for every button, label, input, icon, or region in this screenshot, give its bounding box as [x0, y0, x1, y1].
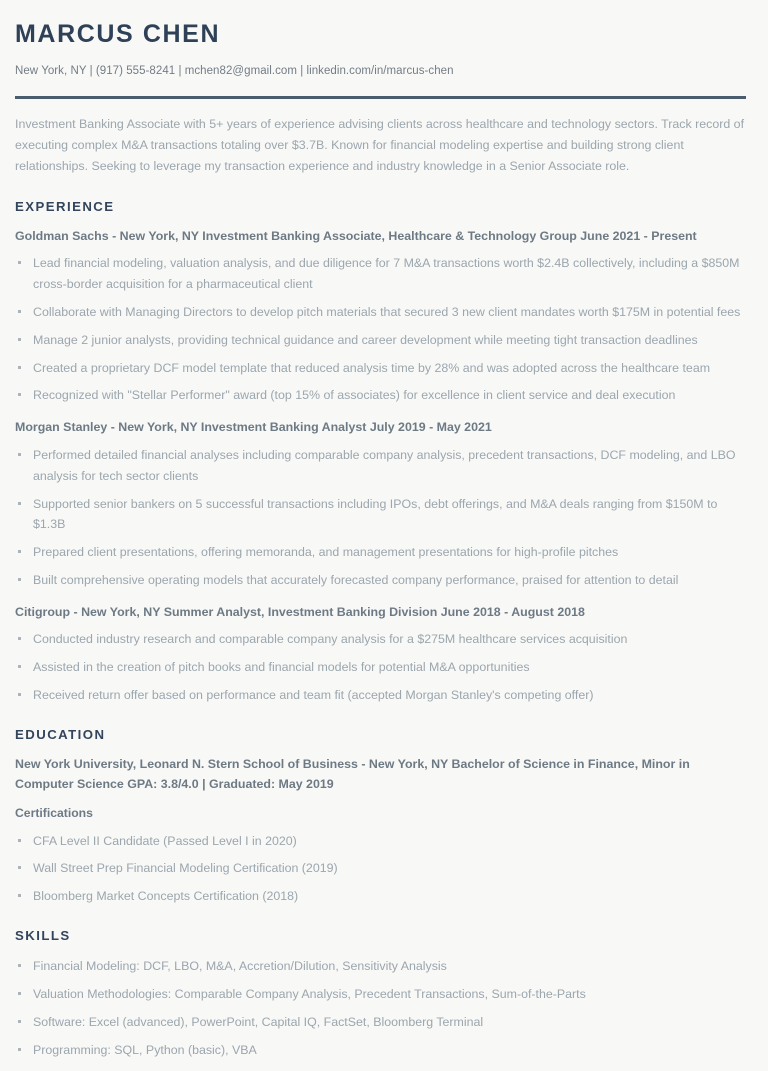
skills-list: [15, 956, 746, 1060]
resume-header: [15, 18, 746, 99]
bullet-dot-icon: [18, 1020, 21, 1023]
experience-bullet-list: [15, 445, 746, 591]
bullet-dot-icon: [18, 637, 21, 640]
list-item: [15, 1012, 745, 1033]
section-experience: [15, 198, 746, 706]
list-item-text: Recognized with "Stellar Performer" award (top 15% of associates) for excellence in client service and deal execution: [33, 388, 676, 403]
list-item-text: Collaborate with Managing Directors to develop pitch materials that secured 3 new client mandates worth $175M in potential fees: [33, 304, 741, 319]
list-item: [15, 302, 745, 323]
experience-bullet-list: [15, 253, 746, 406]
header-divider: [15, 96, 746, 99]
list-item: [15, 858, 745, 879]
section-education: [15, 726, 746, 907]
list-item-text: Received return offer based on performance and team fit (accepted Morgan Stanley's competing offer): [33, 688, 594, 703]
list-item-text: Prepared client presentations, offering memoranda, and management presentations for high-profile pitches: [33, 545, 619, 560]
list-item: [15, 685, 745, 706]
bullet-dot-icon: [18, 665, 21, 668]
list-item: [15, 629, 745, 650]
list-item-text: Bloomberg Market Concepts Certification (2018): [33, 889, 299, 904]
experience-entry-header: Goldman Sachs - New York, NY Investment Banking Associate, Healthcare & Technology Group June 2021 - Present: [15, 228, 697, 243]
bullet-dot-icon: [18, 964, 21, 967]
bullet-dot-icon: [18, 393, 21, 396]
list-item: [15, 330, 745, 351]
bullet-dot-icon: [18, 338, 21, 341]
list-item-text: Created a proprietary DCF model template that reduced analysis time by 28% and was adopted across the healthcare team: [33, 360, 711, 375]
experience-entry-header: Citigroup - New York, NY Summer Analyst, Investment Banking Division June 2018 - August 2018: [15, 604, 585, 619]
bullet-dot-icon: [18, 366, 21, 369]
list-item-text: Financial Modeling: DCF, LBO, M&A, Accretion/Dilution, Sensitivity Analysis: [33, 959, 447, 974]
list-item-text: Assisted in the creation of pitch books and financial models for potential M&A opportunities: [33, 660, 530, 675]
professional-summary: Investment Banking Associate with 5+ years of experience advising clients across healthcare and technology sectors. Track record of executing complex M&A transactions totaling over $3.7B. Known for financial modeling expertise and building strong client relationships. Seeking to leverage my transaction experience and industry knowledge in a Senior Associate role.: [15, 116, 745, 174]
list-item-text: Performed detailed financial analyses including comparable company analysis, precedent transactions, DCF modeling, and LBO analysis for tech sector clients: [33, 447, 736, 483]
experience-entry: [15, 603, 746, 706]
list-item: [15, 253, 745, 295]
list-item: [15, 358, 745, 379]
list-item-text: CFA Level II Candidate (Passed Level I in 2020): [33, 833, 297, 848]
section-title-education: EDUCATION: [15, 726, 106, 742]
experience-bullet-list: [15, 629, 746, 705]
list-item: [15, 542, 745, 563]
bullet-dot-icon: [18, 1048, 21, 1051]
section-title-experience: EXPERIENCE: [15, 198, 115, 214]
list-item-text: Supported senior bankers on 5 successful transactions including IPOs, debt offerings, and M&A deals ranging from $150M to $1.3B: [33, 496, 718, 532]
section-title-skills: SKILLS: [15, 928, 71, 944]
list-item: [15, 984, 745, 1005]
list-item: [15, 445, 745, 487]
bullet-dot-icon: [18, 693, 21, 696]
list-item: [15, 494, 745, 536]
experience-entry: [15, 227, 746, 407]
page-title: MARCUS CHEN: [15, 20, 221, 48]
list-item: [15, 570, 745, 591]
list-item-text: Conducted industry research and comparable company analysis for a $275M healthcare services acquisition: [33, 632, 628, 647]
list-item-text: Lead financial modeling, valuation analysis, and due diligence for 7 M&A transactions worth $2.4B collectively, including a $850M cross-border acquisition for a pharmaceutical client: [33, 256, 740, 292]
list-item: [15, 657, 745, 678]
list-item: [15, 886, 745, 907]
bullet-dot-icon: [18, 310, 21, 313]
list-item-text: Manage 2 junior analysts, providing technical guidance and career development while meeting tight transaction deadlines: [33, 332, 698, 347]
list-item: [15, 956, 745, 977]
list-item: [15, 1040, 745, 1061]
contact-line: New York, NY | (917) 555-8241 | mchen82@gmail.com | linkedin.com/in/marcus-chen: [15, 64, 454, 77]
list-item-text: Wall Street Prep Financial Modeling Certification (2019): [33, 861, 338, 876]
bullet-dot-icon: [18, 550, 21, 553]
certifications-label: Certifications: [15, 806, 93, 821]
bullet-dot-icon: [18, 578, 21, 581]
certifications-list: [15, 831, 746, 907]
education-school: New York University, Leonard N. Stern School of Business - New York, NY Bachelor of Science in Finance, Minor in Computer Science GPA: 3.8/4.0 | Graduated: May 2019: [15, 757, 690, 791]
bullet-dot-icon: [18, 502, 21, 505]
bullet-dot-icon: [18, 261, 21, 264]
experience-entry: [15, 418, 746, 591]
bullet-dot-icon: [18, 894, 21, 897]
list-item: [15, 831, 745, 852]
bullet-dot-icon: [18, 839, 21, 842]
list-item-text: Programming: SQL, Python (basic), VBA: [33, 1042, 257, 1057]
list-item-text: Software: Excel (advanced), PowerPoint, Capital IQ, FactSet, Bloomberg Terminal: [33, 1014, 484, 1029]
experience-entry-header: Morgan Stanley - New York, NY Investment Banking Analyst July 2019 - May 2021: [15, 420, 492, 435]
list-item: [15, 385, 745, 406]
bullet-dot-icon: [18, 866, 21, 869]
bullet-dot-icon: [18, 453, 21, 456]
list-item-text: Valuation Methodologies: Comparable Company Analysis, Precedent Transactions, Sum-of-the-Parts: [33, 987, 586, 1002]
list-item-text: Built comprehensive operating models that accurately forecasted company performance, praised for attention to detail: [33, 573, 679, 588]
